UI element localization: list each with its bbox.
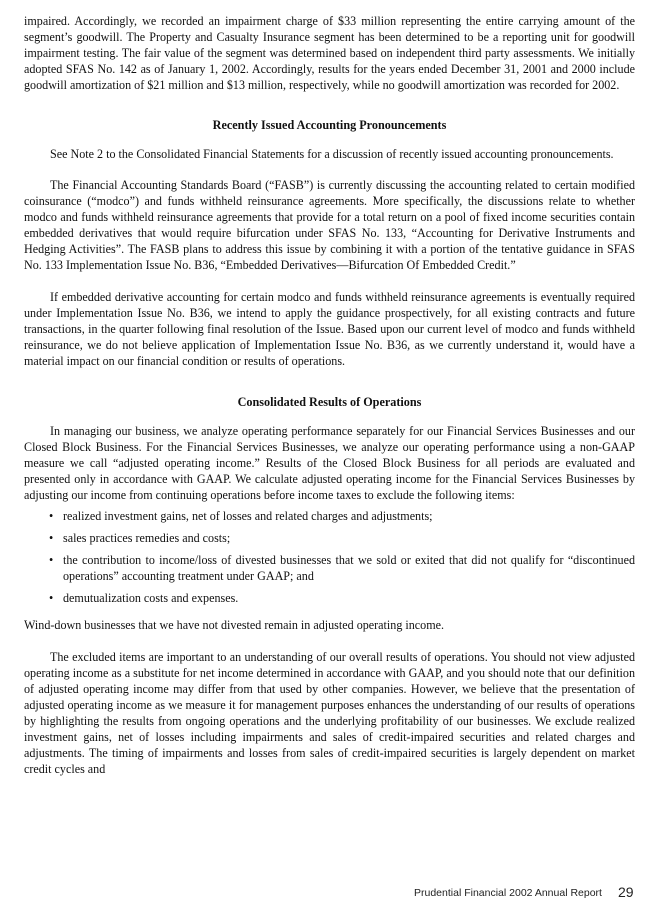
paragraph-note-2: See Note 2 to the Consolidated Financial Statements for a discussion of recently issued accounting pronouncements. (50, 146, 614, 161)
section-heading-recently-issued: Recently Issued Accounting Pronouncements (212, 117, 447, 132)
excluded-items-list (24, 509, 635, 607)
page-footer (0, 884, 653, 904)
bullet-icon: • (49, 552, 54, 567)
footer-report-title: Prudential Financial 2002 Annual Report (414, 887, 602, 899)
paragraph-excluded-items: The excluded items are important to an understanding of our overall results of operations. You should not view adjusted operating income as a substitute for net income determined in accordance with GAAP, and you should note that our definition of adjusted operating income may differ from that used by other companies. However, we believe that the presentation of adjusted operating income as we measure it for management purposes enhances the understanding of our results of operations by highlighting the results from ongoing operations and the underlying profitability of our businesses. We exclude realized investment gains, net of losses including impairments and sales of credit-impaired securities and related charges and adjustments. The timing of impairments and losses from sales of credit-impaired securities is largely dependent on market credit cycles and (24, 650, 635, 776)
paragraph-embedded-derivative: If embedded derivative accounting for certain modco and funds withheld reinsurance agreements is eventually required under Implementation Issue No. B36, we intend to apply the guidance prospectively, for all existing contracts and future transactions, in the quarter following final resolution of the Issue. Based upon our current level of modco and funds withheld reinsurance, we do not believe application of Implementation Issue No. B36, as we currently understand it, would have a material impact on our financial condition or results of operations. (24, 289, 635, 368)
bullet-icon: • (49, 508, 54, 523)
list-item: • sales practices remedies and costs; (49, 530, 231, 545)
bullet-icon: • (49, 590, 54, 605)
paragraph-fasb-modco: The Financial Accounting Standards Board (“FASB”) is currently discussing the accounting related to certain modified coinsurance (“modco”) and funds withheld reinsurance agreements. More specifically, the discussions relate to whether modco and funds withheld reinsurance agreements that provide for a total return on a pool of fixed income securities contain embedded derivatives that would require bifurcation under SFAS No. 133, “Accounting for Derivative Instruments and Hedging Activities”. The FASB plans to address this issue by combining it with a portion of the tentative guidance in SFAS No. 133 Implementation Issue No. B36, “Embedded Derivatives—Bifurcation Of Embedded Credit.” (24, 178, 635, 272)
continued-paragraph: impaired. Accordingly, we recorded an impairment charge of $33 million representing the entire carrying amount of the segment’s goodwill. The Property and Casualty Insurance segment has been determined to be a reporting unit for goodwill impairment testing. The fair value of the segment was determined based on independent third party assessments. We initially adopted SFAS No. 142 as of January 1, 2002. Accordingly, results for the years ended December 31, 2001 and 2000 include goodwill amortization of $21 million and $13 million, respectively, while no goodwill amortization was recorded for 2002. (24, 14, 635, 92)
page-number: 29 (618, 884, 634, 900)
list-item: • the contribution to income/loss of divested businesses that we sold or exited that did not qualify for “discontinued operations” accounting treatment under GAAP; and (49, 552, 635, 583)
paragraph-wind-down: Wind-down businesses that we have not divested remain in adjusted operating income. (24, 618, 445, 633)
bullet-icon: • (49, 530, 54, 545)
paragraph-managing-business: In managing our business, we analyze operating performance separately for our Financial Services Businesses and our Closed Block Business. For the Financial Services Businesses, we analyze our operating performance using a non-GAAP measure we call “adjusted operating income.” Results of the Closed Block Business for all periods are evaluated and presented only in accordance with GAAP. We calculate adjusted operating income for the Financial Services Businesses by adjusting our income from continuing operations before income taxes to exclude the following items: (24, 424, 635, 503)
list-item: • demutualization costs and expenses. (49, 590, 239, 605)
document-page (24, 14, 635, 778)
list-item: • realized investment gains, net of losses and related charges and adjustments; (49, 508, 433, 523)
section-heading-consolidated-results: Consolidated Results of Operations (237, 395, 422, 410)
